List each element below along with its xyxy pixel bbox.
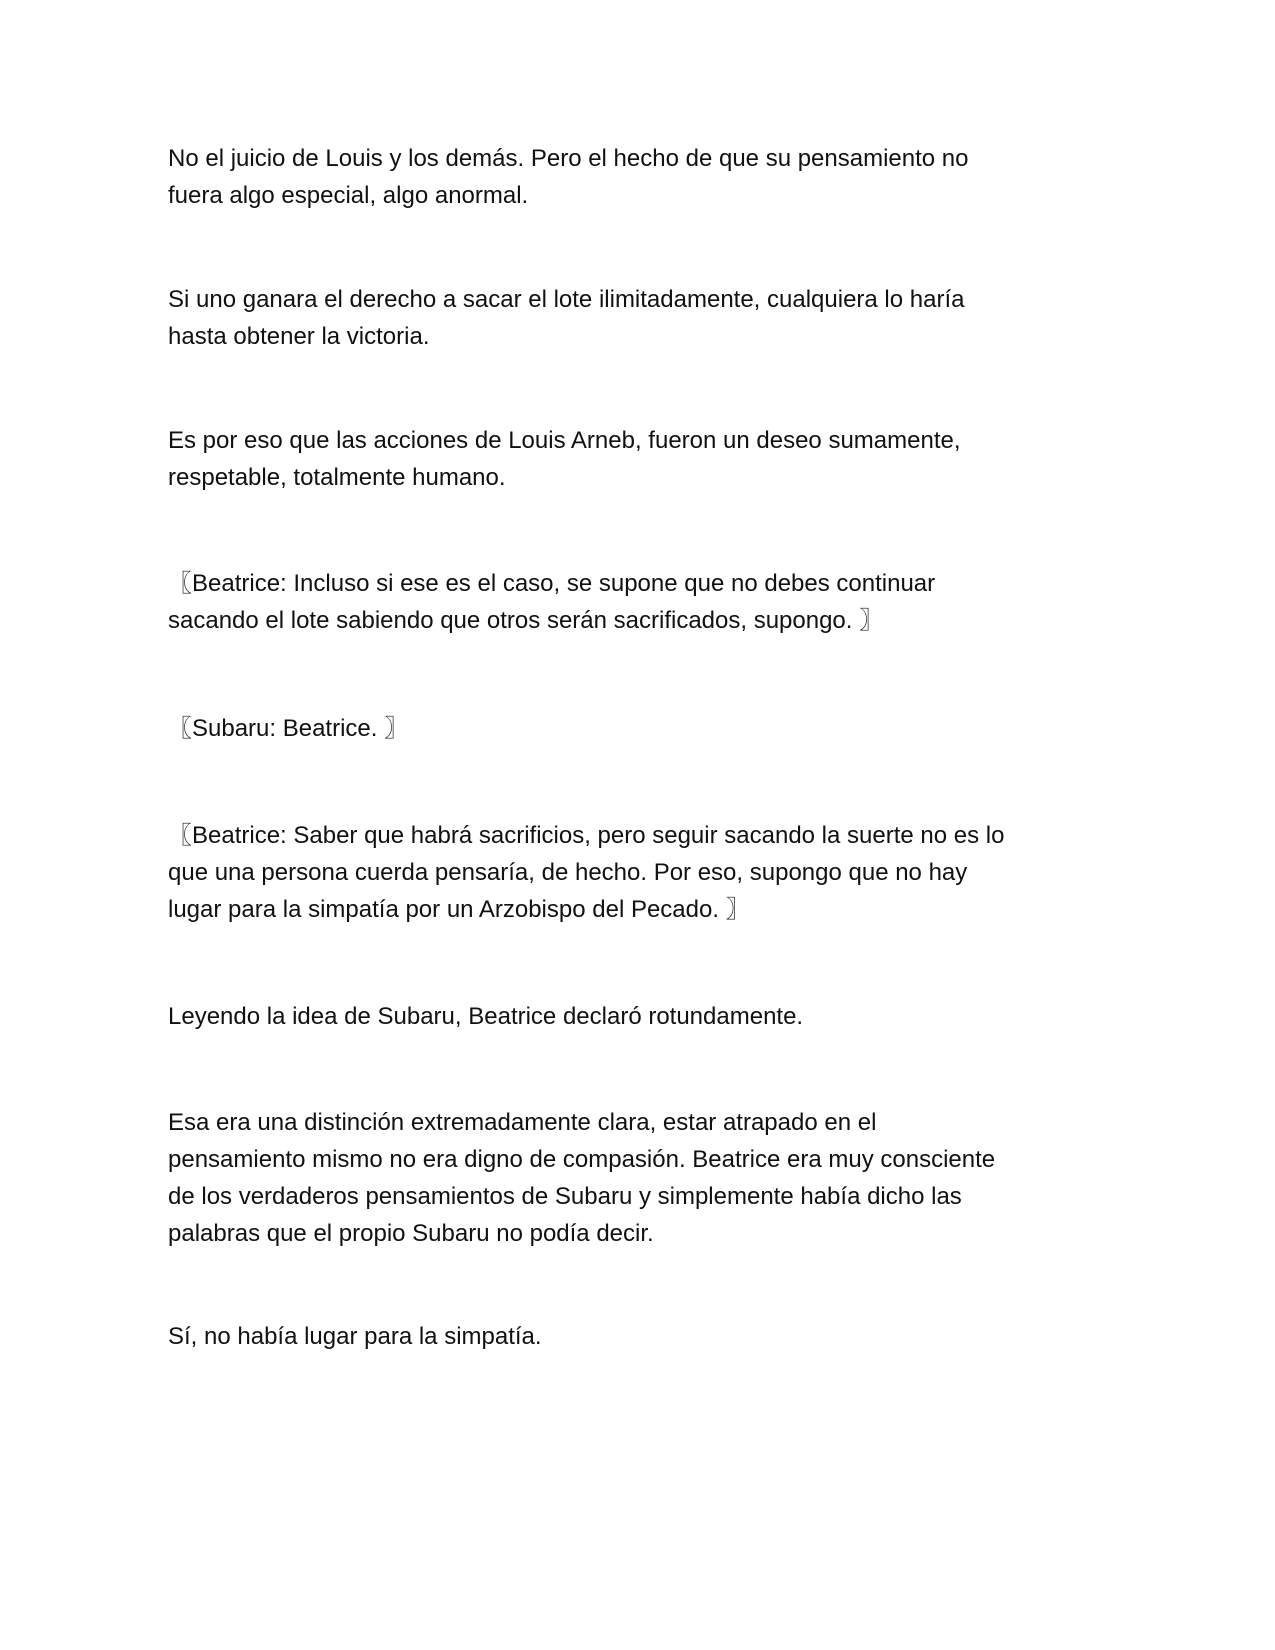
paragraph-9: Sí, no había lugar para la simpatía. — [168, 1323, 542, 1350]
dialogue-subaru: 〖Subaru: Beatrice. 〗 — [168, 715, 409, 742]
dialogue-beatrice-2: 〖Beatrice: Saber que habrá sacrificios, pero seguir sacando la suerte no es lo que una persona cuerda pensaría, de hecho. Por eso, supongo que no hay lugar para la simpatía por un Arzobispo del Pecado. 〗 — [168, 822, 1005, 923]
paragraph-7: Leyendo la idea de Subaru, Beatrice declaró rotundamente. — [168, 1003, 804, 1030]
paragraph-8: Esa era una distinción extremadamente clara, estar atrapado en el pensamiento mismo no era digno de compasión. Beatrice era muy consciente de los verdaderos pensamientos de Subaru y simplemente había dicho las palabras que el propio Subaru no podía decir. — [168, 1109, 996, 1247]
paragraph-1: No el juicio de Louis y los demás. Pero el hecho de que su pensamiento no fuera algo especial, algo anormal. — [168, 145, 969, 209]
paragraph-2: Si uno ganara el derecho a sacar el lote ilimitadamente, cualquiera lo haría hasta obtener la victoria. — [168, 286, 965, 350]
dialogue-beatrice-1: 〖Beatrice: Incluso si ese es el caso, se supone que no debes continuar sacando el lote sabiendo que otros serán sacrificados, supongo. 〗 — [168, 570, 936, 634]
paragraph-3: Es por eso que las acciones de Louis Arneb, fueron un deseo sumamente, respetable, totalmente humano. — [168, 427, 961, 491]
